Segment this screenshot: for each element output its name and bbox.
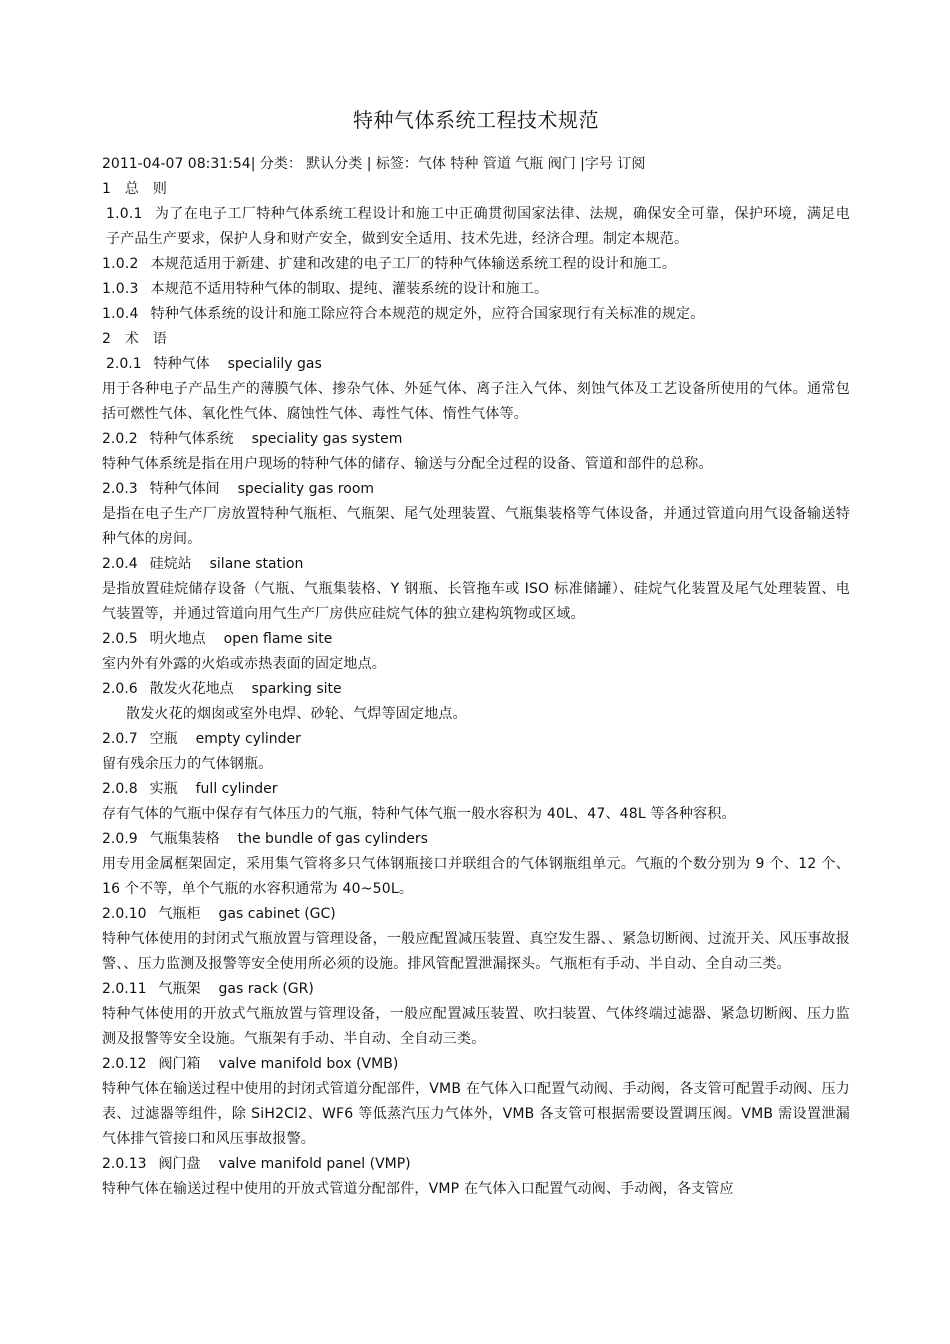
- document-page: [102, 106, 850, 1202]
- document-title: 特种气体系统工程技术规范: [353, 108, 599, 132]
- term-definition: 用于各种电子产品生产的薄膜气体、掺杂气体、外延气体、离子注入气体、刻蚀气体及工艺设备所使用的气体。通常包括可燃性气体、氧化性气体、腐蚀性气体、毒性气体、惰性气体等。: [102, 381, 850, 422]
- term-definition: 室内外有外露的火焰或赤热表面的固定地点。: [102, 656, 386, 672]
- section-heading-2: 2 术 语: [102, 331, 167, 347]
- clause-1-0-2: [102, 252, 850, 277]
- clause-number: 1.0.2: [102, 256, 139, 272]
- term-definition: 存有气体的气瓶中保存有气体压力的气瓶，特种气体气瓶一般水容积为 40L、47、48L 等各种容积。: [102, 806, 736, 822]
- term-heading: 2.0.10 气瓶柜 gas cabinet (GC): [102, 906, 336, 922]
- term-definition: 是指在电子生产厂房放置特种气瓶柜、气瓶架、尾气处理装置、气瓶集装格等气体设备，并通过管道向用气设备输送特种气体的房间。: [102, 506, 850, 547]
- term-definition: 是指放置硅烷储存设备（气瓶、气瓶集装格、Y 钢瓶、长管拖车或 ISO 标准储罐）、硅烷气化装置及尾气处理装置、电气装置等，并通过管道向用气生产厂房供应硅烷气体的独立建构筑物或区域。: [102, 581, 850, 622]
- clause-text: 为了在电子工厂特种气体系统工程设计和施工中正确贯彻国家法律、法规，确保安全可靠，保护环境，满足电子产品生产要求，保护人身和财产安全，做到安全适用、技术先进，经济合理。制定本规范。: [106, 206, 850, 247]
- clause-1-0-3: [102, 277, 850, 302]
- term-heading: 2.0.1 特种气体 specialily gas: [106, 356, 322, 372]
- term-definition: 特种气体使用的开放式气瓶放置与管理设备，一般应配置减压装置、吹扫装置、气体终端过滤器、紧急切断阀、压力监测及报警等安全设施。气瓶架有手动、半自动、全自动三类。: [102, 1006, 850, 1047]
- clause-text: 特种气体系统的设计和施工除应符合本规范的规定外，应符合国家现行有关标准的规定。: [150, 306, 705, 322]
- term-heading: 2.0.4 硅烷站 silane station: [102, 556, 304, 572]
- term-definition: 特种气体使用的封闭式气瓶放置与管理设备，一般应配置减压装置、真空发生器、、紧急切断阀、过流开关、风压事故报警、、压力监测及报警等安全使用所必须的设施。排风管配置泄漏探头。气瓶柜有手动、半自动、全自动三类。: [102, 931, 850, 972]
- term-heading: 2.0.6 散发火花地点 sparking site: [102, 681, 342, 697]
- term-heading: 2.0.13 阀门盘 valve manifold panel (VMP): [102, 1156, 411, 1172]
- term-heading: 2.0.5 明火地点 open flame site: [102, 631, 333, 647]
- clause-1-0-4: [102, 302, 850, 327]
- clause-1-0-1: [102, 202, 850, 252]
- term-definition: 特种气体在输送过程中使用的封闭式管道分配部件，VMB 在气体入口配置气动阀、手动阀，各支管可配置手动阀、压力表、过滤器等组件，除 SiH2Cl2、WF6 等低蒸汽压力气体外，VMB 各支管可根据需要设置调压阀。VMB 需设置泄漏气体排气管接口和风压事故报警。: [102, 1081, 850, 1147]
- term-heading: 2.0.8 实瓶 full cylinder: [102, 781, 278, 797]
- clause-text: 本规范适用于新建、扩建和改建的电子工厂的特种气体输送系统工程的设计和施工。: [150, 256, 677, 272]
- term-definition: 特种气体在输送过程中使用的开放式管道分配部件，VMP 在气体入口配置气动阀、手动阀，各支管应: [102, 1181, 734, 1197]
- term-definition: 留有残余压力的气体钢瓶。: [102, 756, 273, 772]
- term-heading: 2.0.9 气瓶集装格 the bundle of gas cylinders: [102, 831, 428, 847]
- post-meta: 2011-04-07 08:31:54| 分类： 默认分类 | 标签：气体 特种 管道 气瓶 阀门 |字号 订阅: [102, 156, 646, 172]
- terms-list: [102, 352, 850, 1202]
- term-heading: 2.0.7 空瓶 empty cylinder: [102, 731, 301, 747]
- clause-text: 本规范不适用特种气体的制取、提纯、灌装系统的设计和施工。: [150, 281, 549, 297]
- term-heading: 2.0.11 气瓶架 gas rack (GR): [102, 981, 314, 997]
- term-heading: 2.0.12 阀门箱 valve manifold box (VMB): [102, 1056, 399, 1072]
- clause-number: 1.0.4: [102, 306, 139, 322]
- clause-number: 1.0.3: [102, 281, 139, 297]
- term-definition: 用专用金属框架固定，采用集气管将多只气体钢瓶接口并联组合的气体钢瓶组单元。气瓶的个数分别为 9 个、12 个、16 个不等，单个气瓶的水容积通常为 40~50L。: [102, 856, 850, 897]
- term-definition: 散发火花的烟囱或室外电焊、砂轮、气焊等固定地点。: [126, 706, 467, 722]
- clause-number: 1.0.1: [106, 206, 143, 222]
- section-heading-1: 1 总 则: [102, 181, 167, 197]
- term-heading: 2.0.3 特种气体间 speciality gas room: [102, 481, 375, 497]
- term-heading: 2.0.2 特种气体系统 speciality gas system: [102, 431, 403, 447]
- term-definition: 特种气体系统是指在用户现场的特种气体的储存、输送与分配全过程的设备、管道和部件的总称。: [102, 456, 713, 472]
